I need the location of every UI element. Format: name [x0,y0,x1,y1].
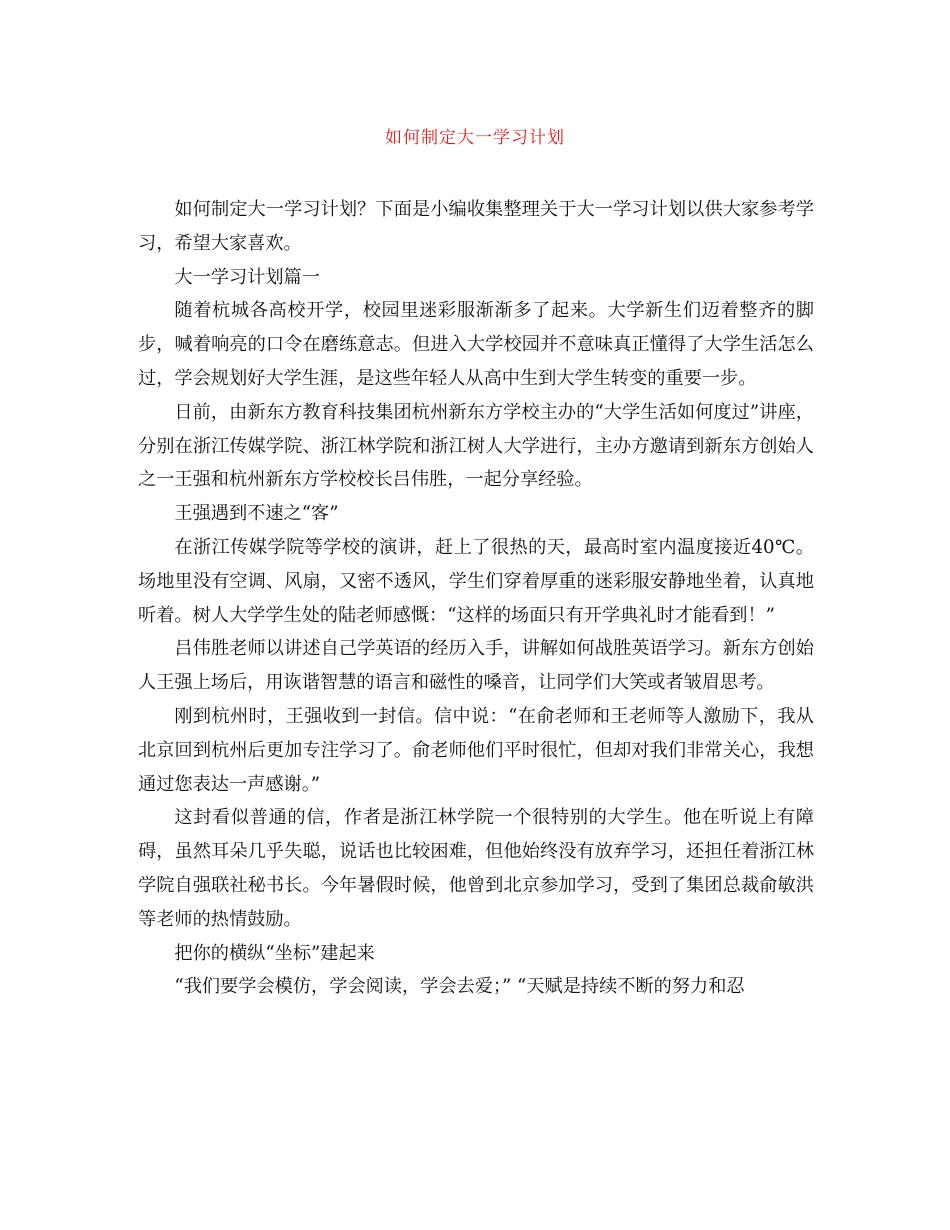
paragraph: 在浙江传媒学院等学校的演讲，赶上了很热的天，最高时室内温度接近40℃。场地里没有空调、风扇，又密不透风，学生们穿着厚重的迷彩服安静地坐着，认真地听着。树人大学学生处的陆老师感慨：“这样的场面只有开学典礼时才能看到！” [138,536,814,626]
paragraph: 这封看似普通的信，作者是浙江林学院一个很特别的大学生。他在听说上有障碍，虽然耳朵几乎失聪，说话也比较困难，但他始终没有放弃学习，还担任着浙江林学院自强联社秘书长。今年暑假时候，他曾到北京参加学习，受到了集团总裁俞敏洪等老师的热情鼓励。 [138,807,814,930]
paragraph: 随着杭城各高校开学，校园里迷彩服渐渐多了起来。大学新生们迈着整齐的脚步，喊着响亮的口令在磨练意志。但进入大学校园并不意味真正懂得了大学生活怎么过，学会规划好大学生涯，是这些年轻人从高中生到大学生转变的重要一步。 [138,300,814,389]
paragraph-intro: 如何制定大一学习计划？下面是小编收集整理关于大一学习计划以供大家参考学习，希望大家喜欢。 [138,199,814,254]
section-heading: 大一学习计划篇一 [174,266,320,288]
paragraph: “我们要学会模仿，学会阅读，学会去爱；” “天赋是持续不断的努力和忍 [174,976,745,998]
subheading: 王强遇到不速之“客” [174,503,339,525]
document-title: 如何制定大一学习计划 [385,128,565,148]
document-body [138,193,814,1004]
subheading: 把你的横纵“坐标”建起来 [174,942,375,964]
paragraph: 刚到杭州时，王强收到一封信。信中说：“在俞老师和王老师等人激励下，我从北京回到杭州后更加专注学习了。俞老师他们平时很忙，但却对我们非常关心，我想通过您表达一声感谢。” [138,705,814,795]
paragraph: 日前，由新东方教育科技集团杭州新东方学校主办的“大学生活如何度过”讲座，分别在浙江传媒学院、浙江林学院和浙江树人大学进行，主办方邀请到新东方创始人之一王强和杭州新东方学校校长吕伟胜，一起分享经验。 [138,401,814,491]
paragraph: 吕伟胜老师以讲述自己学英语的经历入手，讲解如何战胜英语学习。新东方创始人王强上场后，用诙谐智慧的语言和磁性的嗓音，让同学们大笑或者皱眉思考。 [138,638,814,694]
